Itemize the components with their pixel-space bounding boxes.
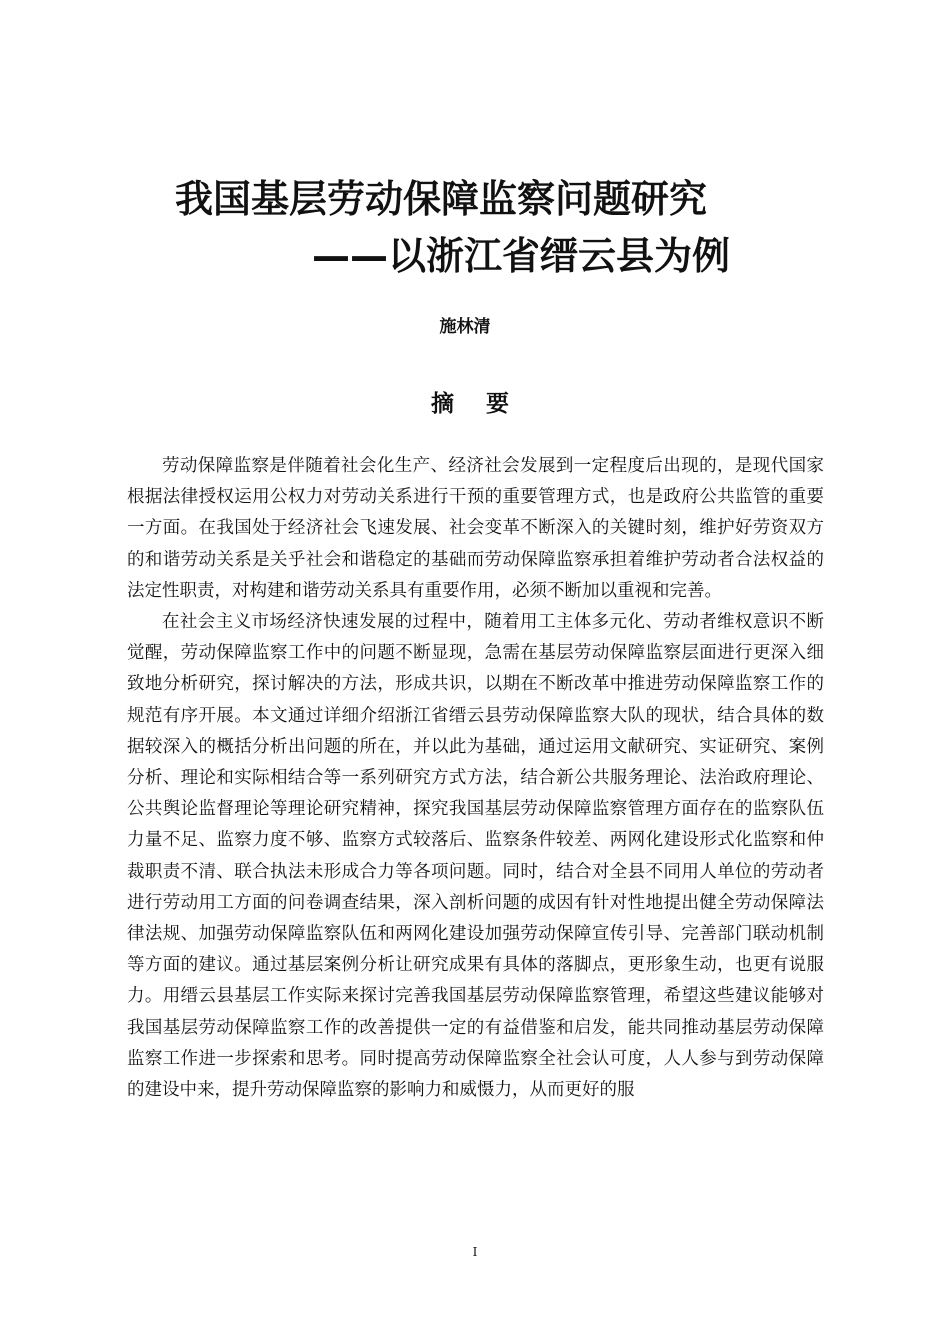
title-line-1: 我国基层劳动保障监察问题研究 xyxy=(175,177,708,221)
abstract-heading-text: 摘 要 xyxy=(430,391,521,417)
page-number: I xyxy=(472,1245,478,1259)
abstract-heading xyxy=(0,388,950,420)
abstract-body xyxy=(127,451,824,1106)
paragraph-1: 劳动保障监察是伴随着社会化生产、经济社会发展到一定程度后出现的，是现代国家根据法律授权运用公权力对劳动关系进行干预的重要管理方式，也是政府公共监管的重要一方面。在我国处于经济社会飞速发展、社会变革不断深入的关键时刻，维护好劳资双方的和谐劳动关系是关乎社会和谐稳定的基础而劳动保障监察承担着维护劳动者合法权益的法定性职责，对构建和谐劳动关系具有重要作用，必须不断加以重视和完善。 xyxy=(127,456,824,601)
author-name xyxy=(0,315,950,339)
title-line-2: ——以浙江省缙云县为例 xyxy=(312,234,731,278)
author-name-text: 施林清 xyxy=(439,317,491,337)
paragraph-2: 在社会主义市场经济快速发展的过程中，随着用工主体多元化、劳动者维权意识不断觉醒，劳动保障监察工作中的问题不断显现，急需在基层劳动保障监察层面进行更深入细致地分析研究，探讨解决的方法，形成共识，以期在不断改革中推进劳动保障监察工作的规范有序开展。本文通过详细介绍浙江省缙云县劳动保障监察大队的现状，结合具体的数据较深入的概括分析出问题的所在，并以此为基础，通过运用文献研究、实证研究、案例分析、理论和实际相结合等一系列研究方式方法，结合新公共服务理论、法治政府理论、公共舆论监督理论等理论研究精神，探究我国基层劳动保障监察管理方面存在的监察队伍力量不足、监察力度不够、监察方式较落后、监察条件较差、两网化建设形式化监察和仲裁职责不清、联合执法未形成合力等各项问题。同时，结合对全县不同用人单位的劳动者进行劳动用工方面的问卷调查结果，深入剖析问题的成因有针对性地提出健全劳动保障法律法规、加强劳动保障监察队伍和两网化建设加强劳动保障宣传引导、完善部门联动机制等方面的建议。通过基层案例分析让研究成果有具体的落脚点，更形象生动，也更有说服力。用缙云县基层工作实际来探讨完善我国基层劳动保障监察管理，希望这些建议能够对我国基层劳动保障监察工作的改善提供一定的有益借鉴和启发，能共同推动基层劳动保障监察工作进一步探索和思考。同时提高劳动保障监察全社会认可度，人人参与到劳动保障的建设中来，提升劳动保障监察的影响力和威慑力，从而更好的服 xyxy=(127,612,824,1101)
